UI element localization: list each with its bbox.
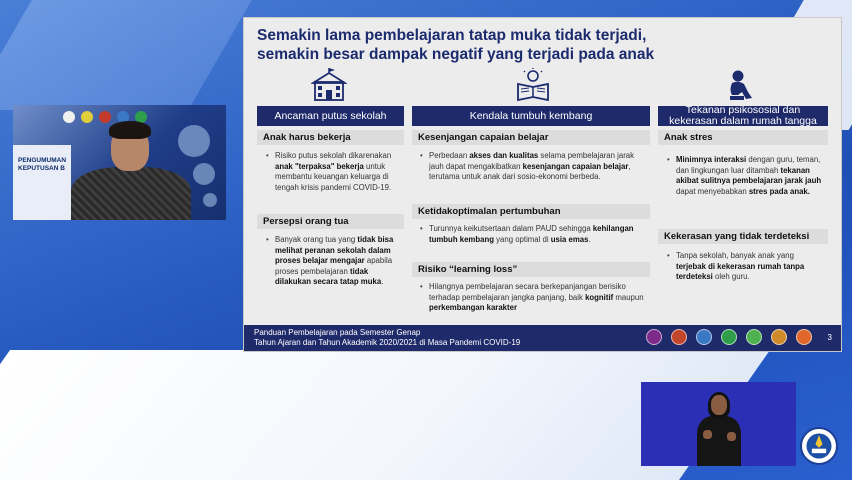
subheader-anak-harus-bekerja: Anak harus bekerja [257,130,404,145]
backdrop-circle [203,193,217,207]
subheader-learning-loss: Risiko “learning loss” [412,262,650,277]
footer-line-1: Panduan Pembelajaran pada Semester Genap [254,328,421,337]
subheader-ketidakoptimalan: Ketidakoptimalan pertumbuhan [412,204,650,219]
webcam-banner-line-1: PENGUMUMAN [18,157,67,164]
slide-title-line-1: Semakin lama pembelajaran tatap muka tidak terjadi, [257,27,647,44]
bullet-anak-stres: • Minimnya interaksi dengan guru, teman, dan lingkungan luar ditambah tekanan akibat sulitnya pembelajaran jarak jauh dapat menyebabkan stres pada anak. [676,155,824,197]
interpreter-hand [703,430,712,439]
bullet-persepsi-orang-tua: • Banyak orang tua yang tidak bisa melihat peranan sekolah dalam proses belajar mengajar apabila proses pembelajaran tidak dilakukan secara tatap muka. [275,235,400,288]
webcam-banner-text [18,157,66,173]
speaker-body [71,167,191,220]
bullet-kekerasan: • Tanpa sekolah, banyak anak yang terjebak di kekerasan rumah tanpa terdeteksi oleh guru. [676,251,824,283]
page-number: 3 [827,333,832,342]
interpreter-body [697,416,741,466]
footer-text [254,328,520,348]
column-header-dropout: Ancaman putus sekolah [257,106,404,126]
column-header-psychosocial-line-2: kekerasan dalam rumah tangga [669,115,817,127]
subheader-anak-stres: Anak stres [658,130,828,145]
speaker-hair [109,121,151,139]
backdrop-circle [193,163,215,185]
partner-logo-icon [771,329,787,345]
column-header-development: Kendala tumbuh kembang [412,106,650,126]
logo-icon [63,111,75,123]
speaker-webcam [13,105,226,220]
bullet-learning-loss: • Hilangnya pembelajaran secara berkepanjangan berisiko terhadap pembelajaran jangka panjang, baik kognitif maupun perkembangan karakter [429,282,644,314]
logo-icon [99,111,111,123]
presentation-slide [243,17,842,352]
kemdikbud-logo-icon [800,427,838,465]
subheader-persepsi-orang-tua: Persepsi orang tua [257,214,404,229]
column-header-psychosocial-line-1: Tekanan psikososial dan [685,104,801,116]
partner-logo-icon [646,329,662,345]
background-stripe [0,0,252,110]
slide-title [257,26,817,64]
subheader-kesenjangan: Kesenjangan capaian belajar [412,130,650,145]
webcam-banner-line-2: KEPUTUSAN B [18,165,65,172]
bullet-ketidakoptimalan: • Turunnya keikutsertaan dalam PAUD sehingga kehilangan tumbuh kembang yang optimal di usia emas. [429,224,644,245]
sign-language-interpreter [641,382,796,466]
footer-line-2: Tahun Ajaran dan Tahun Akademik 2020/2021 di Masa Pandemi COVID-19 [254,338,521,347]
partner-logo-icon [696,329,712,345]
book-lightbulb-icon [515,68,551,102]
slide-footer [244,325,841,351]
partner-logo-icon [671,329,687,345]
logo-icon [81,111,93,123]
column-header-psychosocial [658,106,828,126]
interpreter-hand [727,432,736,441]
bullet-anak-harus-bekerja: • Risiko putus sekolah dikarenakan anak "terpaksa" bekerja untuk membantu keuangan keluarga di tengah krisis pandemi COVID-19. [275,151,400,193]
school-icon [311,68,347,102]
interpreter-head [711,395,727,415]
partner-logo-icon [746,329,762,345]
slide-title-line-2: semakin besar dampak negatif yang terjadi pada anak [257,46,655,63]
partner-logo-icon [721,329,737,345]
bullet-kesenjangan: • Perbedaan akses dan kualitas selama pembelajaran jarak jauh dapat mengakibatkan kesenjangan capaian belajar, terutama untuk anak dari sosio-ekonomi berbeda. [429,151,644,183]
sitting-person-icon [724,68,760,102]
partner-logo-icon [796,329,812,345]
subheader-kekerasan: Kekerasan yang tidak terdeteksi [658,229,828,244]
partner-logos [646,329,812,345]
backdrop-circle [178,125,210,157]
